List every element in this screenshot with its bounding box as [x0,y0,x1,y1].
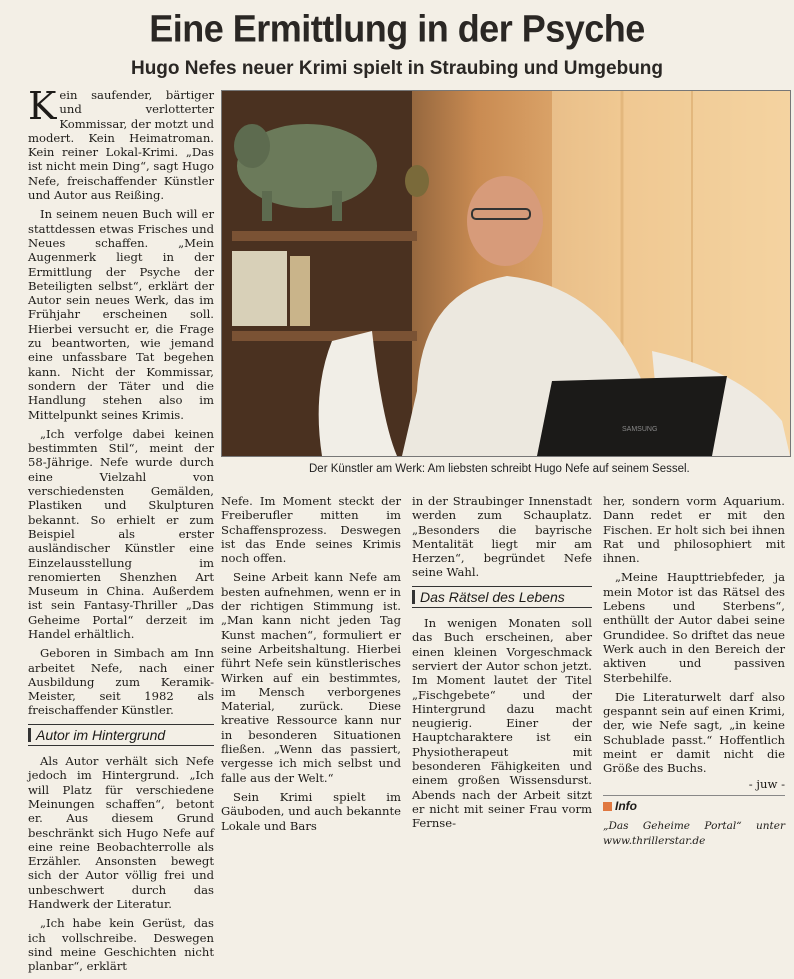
paragraph: „Meine Haupttriebfeder, ja mein Motor ist das Rätsel des Lebens und Sterbens“, enthüllt der Autor dabei seine Grundidee. So driftet das neue Werk auch in den Bereich der aktiven und passiven Sterbehilfe. [603,570,785,685]
paragraph: Seine Arbeit kann Nefe am besten aufnehmen, wenn er in der richtigen Stimmung ist. „Man kann nicht jeden Tag Kunst machen“, formuliert er seine Arbeitshaltung. Hierbei führt Nefe sein künstlerisches Wirken auf ein bestimmtes, im Mensch verborgenes Material, zurück. Diese kreative Ressource kann nur in besonderen Situationen fließen. „Wenn das passiert, vergesse ich mich selbst und falle aus der Welt.“ [221,570,401,785]
drop-cap: K [28,84,57,128]
info-text[interactable]: „Das Geheime Portal“ unter www.thrillerstar.de [603,820,785,847]
paragraph: Die Literaturwelt darf also gespannt sein auf einen Krimi, der, wie Nefe sagt, „in keine Schublade passt.“ Hoffentlich meint er damit nicht die Größe des Buchs. [603,689,785,776]
paragraph: in der Straubinger Innenstadt werden zum Schauplatz. „Besonders die bayrische Mentalität liegt mir am Herzen“, begründet Nefe seine Wahl. [412,494,592,580]
section-heading: Das Rätsel des Lebens [412,586,592,608]
info-box [603,795,785,813]
photo-caption: Der Künstler am Werk: Am liebsten schreibt Hugo Nefe auf seinem Sessel. [309,463,690,475]
paragraph: In wenigen Monaten soll das Buch erscheinen, aber einen kleinen Vorgeschmack serviert der Autor schon jetzt. Im Moment lautet der Titel „Fischgebete“ und der Hintergrund dazu macht neugierig. Einer der Hauptcharaktere ist ein Physiotherapeut mit besonderen Fähigkeiten und einem großen Wissensdurst. Abends nach der Arbeit sitzt er nicht mit seiner Frau vorm Fernse- [412,616,592,831]
paragraph: In seinem neuen Buch will er stattdessen etwas Frisches und Neues schaffen. „Mein Augenmerk liegt in der Ermittlung der Psyche der Beteiligten selbst“, erklärt der Autor sein neues Werk, das im Frühjahr erscheinen soll. Hierbei versucht er, die Frage zu beantworten, wie jemand eine unfassbare Tat begehen kann. Nicht der Kommissar, sondern der Täter und die Handlung stehen also im Mittelpunkt seines Krimis. [28,207,214,422]
author-signature: - juw - [748,776,785,791]
paragraph: Kein saufender, bärtiger und verlotterter Kommissar, der motzt und modert. Kein Heimatroman. Kein reiner Lokal-Krimi. „Das ist nicht mein Ding“, sagt Hugo Nefe, freischaffender Künstler und Autor aus Reißing. [28,84,214,203]
paragraph: Geboren in Simbach am Inn arbeitet Nefe, nach einer Ausbildung zum Keramik-Meister, seit 1982 als freischaffender Künstler. [28,646,214,718]
paragraph: Als Autor verhält sich Nefe jedoch im Hintergrund. „Ich will Platz für verschiedene Meinungen schaffen“, betont er. Aus diesem Grund beschränkt sich Hugo Nefe auf eine reine Beobachterrolle als Erzähler. Ansonsten bewegt sich der Autor völlig frei und unbeschwert durch das Handwerk der Literatur. [28,754,214,912]
article-photo [221,90,791,457]
column-1 [28,84,214,979]
paragraph: Nefe. Im Moment steckt der Freiberufler mitten im Schaffensprozess. Deswegen ist das Ende seines Krimis noch offen. [221,494,401,566]
paragraph: her, sondern vorm Aquarium. Dann redet er mit den Fischen. Er holt sich bei ihnen Rat und philosophiert mit ihnen. [603,494,785,566]
paragraph: „Ich verfolge dabei keinen bestimmten Stil“, meint der 58-Jährige. Nefe wurde durch eine Vielzahl von verschiedensten Gemälden, Plastiken und Skulpturen bekannt. So erhielt er zum Beispiel als erster ausländischer Künstler eine Einzelausstellung im renomierten Shenzhen Art Museum in China. Außerdem ist sein Fantasy-Thriller „Das Geheime Portal“ derzeit im Handel erhältlich. [28,426,214,641]
column-3 [412,494,592,836]
column-4 [603,494,785,848]
info-square-icon [603,802,612,811]
photo-illustration [222,91,790,456]
paragraph: „Ich habe kein Gerüst, das ich vollschreibe. Deswegen sind meine Geschichten nicht planbar“, erklärt [28,916,214,974]
headline: Eine Ermittlung in der Psyche [149,6,645,50]
info-label: Info [615,798,637,813]
laptop-brand: SAMSUNG [622,426,658,433]
paragraph: Sein Krimi spielt im Gäuboden, und auch bekannte Lokale und Bars [221,789,401,833]
subline: Hugo Nefes neuer Krimi spielt in Straubing und Umgebung [130,58,664,79]
section-heading: Autor im Hintergrund [28,724,214,746]
column-2 [221,494,401,838]
